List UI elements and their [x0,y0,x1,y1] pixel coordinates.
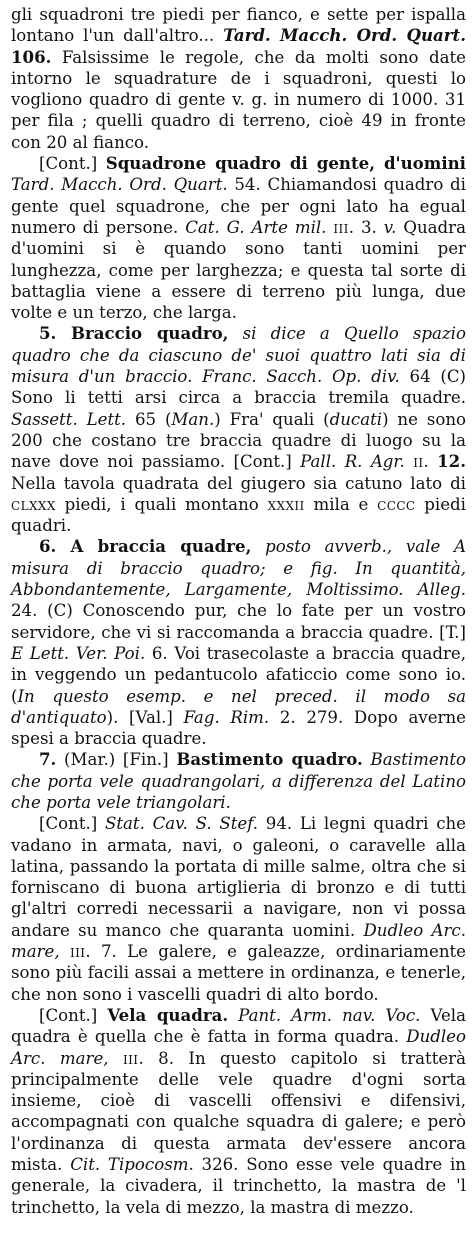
roman-numeral-run: iii [333,217,349,237]
text-run: Falsissime le regole, che da molti sono date intorno le squadrature de i squadroni, questi lo vogliono quadro di gente v. g. in numero di 1000. 31 per fila ; quelli quadro di terreno, cioè 49 in fronte con 20 al fianco. [11,47,466,152]
roman-numeral-run: xxxii [267,494,305,514]
roman-numeral-run: clxxx [11,494,56,514]
text-run [405,452,413,471]
italic-run: si dice a Quello spazio quadro che da ciascuno de' suoi quattro lati sia di misura d'un braccio. Franc. Sacch. Op. div. [11,324,466,387]
bold-run: 6. A braccia quadre, [39,536,252,557]
italic-run: In questo esemp. e nel preced. il modo sa d'antiquato [11,686,466,727]
roman-numeral-run: iii [69,942,86,962]
italic-run: Cat. G. Arte mil. [185,217,327,237]
text-run: ) Fra' quali ( [214,409,330,429]
italic-run: ducati [329,409,383,429]
italic-run: Stat. Cav. S. Stef. [105,814,259,834]
text-run: 6. Voi trasecolaste a braccia quadre, in veggendo un pedantucolo afaticcio come sono io. ( [11,643,466,706]
roman-numeral-run: ii [413,452,424,472]
text-run: 65 ( [126,409,172,429]
text-run: 2. 279. Dopo averne spesi a braccia quadre. [11,707,466,749]
italic-run: posto avverb., vale A misura di braccio quadro; e fig. In quantità, Abbondantemente, Largamente, Moltissimo. Alleg. [11,537,466,600]
italic-run: Pant. Arm. nav. Voc. [238,1005,421,1025]
text-run: gli squadroni tre piedi per fianco, e sette per ispalla lontano l'un dall'altro... [11,5,466,46]
italic-run: v. [383,217,397,237]
text-run: 24. (C) Conoscendo pur, che lo fate per un vostro servidore, che vi si raccomanda a braccia quadre. [T.] [11,601,466,642]
bold-run: 106. [11,46,52,67]
italic-run: Sassett. Lett. [11,409,127,429]
text-run: . 8. In questo capitolo si tratterà principalmente delle vele quadre d'ogni sorta insieme, cioè di vascelli offensivi e difensivi, accompagnati con qualche squadra di galere; e però l'ordinanza di questa armata dev'essere ancora mista. [11,1048,467,1175]
roman-numeral-run: cccc [377,494,416,514]
text-run [109,1049,123,1068]
text-run: . 7. Le galere, e galeazze, ordinariamente sono più facili assai a mettere in ordinanza, e tenerle, che non sono i vascelli quadri di alto bordo. [11,942,466,1004]
text-run: mila e [304,494,378,514]
text-run: [Cont.] [39,1005,108,1025]
bold-run: 5. Braccio quadro, [39,323,229,344]
italic-run: Man. [171,409,215,429]
entry-paragraph-1 [11,4,466,153]
italic-run: Fag. Rim. [183,707,270,727]
bold-run: Vela quadra. [107,1004,229,1025]
text-run: ). [Val.] [106,707,184,727]
bold-run: Squadrone quadro di gente, d'uomini [105,153,466,174]
italic-run: Pall. R. Agr. [300,452,405,472]
entry-paragraph-4 [11,536,466,749]
bold-run: Bastimento quadro. [176,749,363,770]
bold-run: 12. [437,451,466,472]
text-run: 54. Chiamandosi quadro di gente quel squadrone, che per ogni lato ha egual numero di persone. [11,175,466,237]
text-run: 326. Sono esse vele quadre in generale, la civadera, il trinchetto, la mastra de 'l trinchetto, la vela di mezzo, la mastra di mezzo. [11,1155,466,1217]
italic-run: Cit. Tipocosm. [70,1155,194,1175]
text-run: [Cont.] [39,814,105,834]
text-run: ) ne sono 200 che costano tre braccia quadre di luogo su la nave dove noi passiamo. [Cont.] [11,409,467,472]
bold-run: 7. [39,749,57,770]
text-run [363,750,371,769]
italic-run: Dudleo Arc. mare, [11,920,466,962]
entry-paragraph-3 [11,323,466,536]
text-run: . [423,452,438,472]
text-run: (Mar.) [Fin.] [56,750,177,770]
text-run: [Cont.] [39,154,106,174]
text-run: Vela quadra è quella che è fatta in forma quadra. [11,1005,466,1047]
text-run: Nella tavola quadrata del giugero sia catuno lato di [11,473,466,493]
italic-run: Tard. Macch. Ord. Quart. [11,175,228,195]
italic-run: Bastimento che porta vele quadrangolari, a differenza del Latino che porta vele triangolari. [11,750,466,812]
entry-paragraph-7 [11,1005,466,1218]
roman-numeral-run: iii [123,1048,139,1068]
text-run: . 3. [348,217,384,237]
entry-paragraph-2 [11,153,466,323]
entry-paragraph-5 [11,749,466,813]
italic-run: Dudleo Arc. mare, [11,1027,466,1068]
bold-italic-run: Tard. Macch. Ord. Quart. [223,25,466,46]
text-run [251,537,265,556]
text-run [228,324,242,343]
text-run: piedi, i quali montano [55,494,268,514]
text-run: Quadra d'uomini si è quando sono tanti uomini per lunghezza, come per larghezza; e questa tal sorte di battaglia viene a essere di terreno più lunga, due volte e un terzo, che larga. [11,217,466,323]
text-run [228,1006,238,1025]
text-run: 64 (C) Sono li tetti arsi circa a braccia tremila quadre. [11,367,466,408]
entry-paragraph-6 [11,813,466,1005]
text-run: 94. Li legni quadri che vadano in armata, navi, o galeoni, o caravelle alla latina, passando la portata di mille salme, oltra che si forniscano di buona artiglieria di bronzo e di tutti gl'altri corredi necessarii a navigare, non vi possa andare su manco che quaranta uomini. [11,814,466,940]
italic-run: E Lett. Ver. Poi. [11,643,146,663]
text-run: piedi quadri. [11,494,466,536]
text-run [60,942,70,961]
